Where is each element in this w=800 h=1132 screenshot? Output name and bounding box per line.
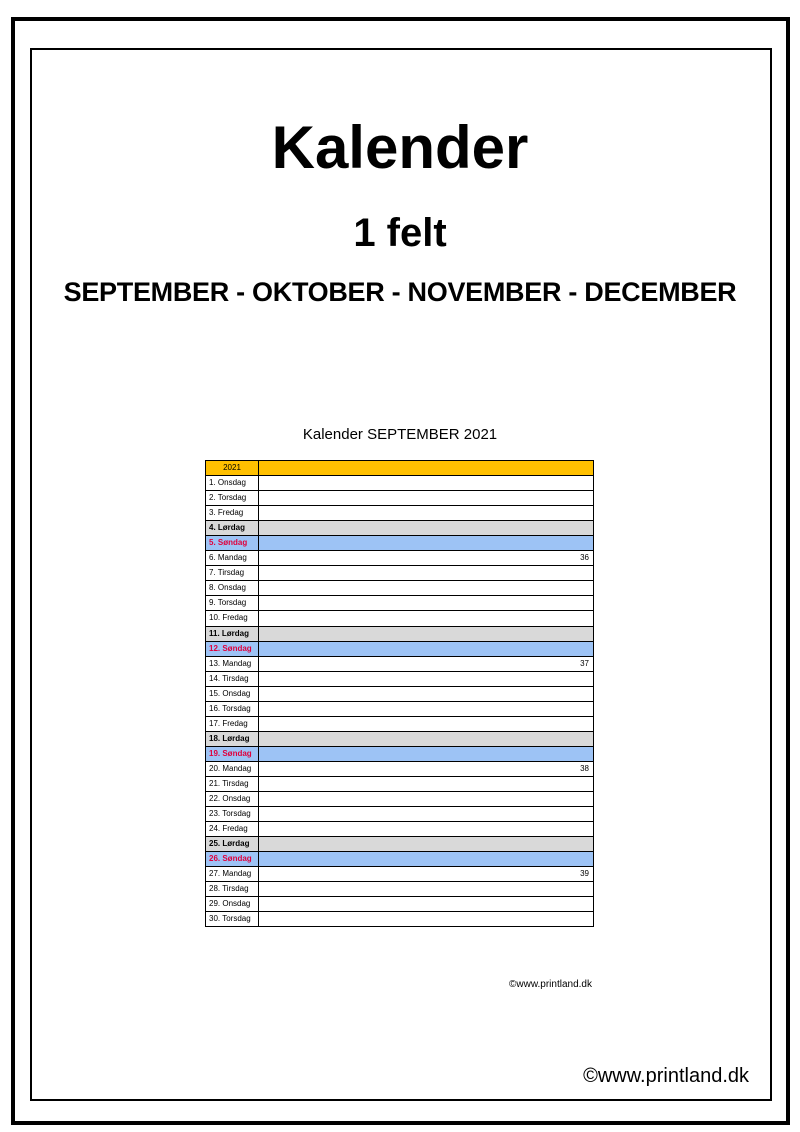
calendar-row <box>206 686 594 701</box>
note-cell <box>259 641 594 656</box>
note-cell <box>259 626 594 641</box>
day-label: 20. Mandag <box>206 761 259 776</box>
day-label: 2. Torsdag <box>206 491 259 506</box>
day-label: 11. Lørdag <box>206 626 259 641</box>
calendar-row <box>206 837 594 852</box>
months-heading: SEPTEMBER - OKTOBER - NOVEMBER - DECEMBER <box>63 277 737 307</box>
note-cell <box>259 581 594 596</box>
note-cell <box>259 912 594 927</box>
note-cell <box>259 807 594 822</box>
note-cell <box>259 476 594 491</box>
page-copyright: ©www.printland.dk <box>583 1065 749 1087</box>
note-cell <box>259 776 594 791</box>
note-cell <box>259 837 594 852</box>
day-label: 4. Lørdag <box>206 521 259 536</box>
day-label: 21. Tirsdag <box>206 776 259 791</box>
note-cell: 39 <box>259 867 594 882</box>
day-label: 24. Fredag <box>206 822 259 837</box>
day-label: 7. Tirsdag <box>206 566 259 581</box>
calendar-row <box>206 701 594 716</box>
day-label: 14. Tirsdag <box>206 671 259 686</box>
note-cell <box>259 506 594 521</box>
day-label: 30. Torsdag <box>206 912 259 927</box>
note-cell <box>259 671 594 686</box>
day-label: 8. Onsdag <box>206 581 259 596</box>
calendar-row <box>206 746 594 761</box>
note-cell <box>259 596 594 611</box>
note-cell <box>259 731 594 746</box>
calendar-row <box>206 656 594 671</box>
day-label: 10. Fredag <box>206 611 259 626</box>
calendar-row <box>206 506 594 521</box>
day-label: 9. Torsdag <box>206 596 259 611</box>
calendar-row <box>206 792 594 807</box>
day-label: 26. Søndag <box>206 852 259 867</box>
calendar-row <box>206 491 594 506</box>
calendar-row <box>206 882 594 897</box>
note-cell <box>259 701 594 716</box>
day-label: 25. Lørdag <box>206 837 259 852</box>
year-cell: 2021 <box>206 461 259 476</box>
calendar-row <box>206 566 594 581</box>
day-label: 13. Mandag <box>206 656 259 671</box>
note-cell <box>259 746 594 761</box>
calendar-row <box>206 852 594 867</box>
header-blank-cell <box>259 461 594 476</box>
calendar-table <box>205 460 594 927</box>
note-cell <box>259 491 594 506</box>
day-label: 18. Lørdag <box>206 731 259 746</box>
calendar-row <box>206 822 594 837</box>
calendar-row <box>206 626 594 641</box>
calendar-row <box>206 551 594 566</box>
page-subtitle: 1 felt <box>353 211 447 255</box>
day-label: 12. Søndag <box>206 641 259 656</box>
calendar-row <box>206 671 594 686</box>
day-label: 22. Onsdag <box>206 792 259 807</box>
note-cell <box>259 852 594 867</box>
day-label: 1. Onsdag <box>206 476 259 491</box>
note-cell <box>259 716 594 731</box>
note-cell <box>259 897 594 912</box>
note-cell <box>259 882 594 897</box>
day-label: 29. Onsdag <box>206 897 259 912</box>
calendar-row <box>206 912 594 927</box>
day-label: 5. Søndag <box>206 536 259 551</box>
calendar-row <box>206 761 594 776</box>
calendar-row <box>206 596 594 611</box>
day-label: 27. Mandag <box>206 867 259 882</box>
page-title: Kalender <box>271 114 529 181</box>
calendar-copyright: ©www.printland.dk <box>509 979 592 990</box>
calendar-title: Kalender SEPTEMBER 2021 <box>302 426 498 443</box>
calendar-row <box>206 641 594 656</box>
calendar-row <box>206 731 594 746</box>
calendar-row <box>206 807 594 822</box>
calendar-row <box>206 897 594 912</box>
calendar-row <box>206 581 594 596</box>
calendar-row <box>206 867 594 882</box>
calendar-row <box>206 776 594 791</box>
calendar-row <box>206 611 594 626</box>
calendar-header-row <box>206 461 594 476</box>
day-label: 3. Fredag <box>206 506 259 521</box>
note-cell <box>259 566 594 581</box>
day-label: 6. Mandag <box>206 551 259 566</box>
note-cell <box>259 792 594 807</box>
note-cell: 38 <box>259 761 594 776</box>
day-label: 17. Fredag <box>206 716 259 731</box>
note-cell <box>259 521 594 536</box>
calendar-row <box>206 521 594 536</box>
calendar-row <box>206 536 594 551</box>
note-cell: 36 <box>259 551 594 566</box>
note-cell <box>259 611 594 626</box>
note-cell <box>259 822 594 837</box>
note-cell <box>259 536 594 551</box>
note-cell: 37 <box>259 656 594 671</box>
calendar-body <box>206 461 594 927</box>
day-label: 16. Torsdag <box>206 701 259 716</box>
note-cell <box>259 686 594 701</box>
day-label: 28. Tirsdag <box>206 882 259 897</box>
calendar-row <box>206 476 594 491</box>
calendar-row <box>206 716 594 731</box>
day-label: 15. Onsdag <box>206 686 259 701</box>
day-label: 19. Søndag <box>206 746 259 761</box>
day-label: 23. Torsdag <box>206 807 259 822</box>
